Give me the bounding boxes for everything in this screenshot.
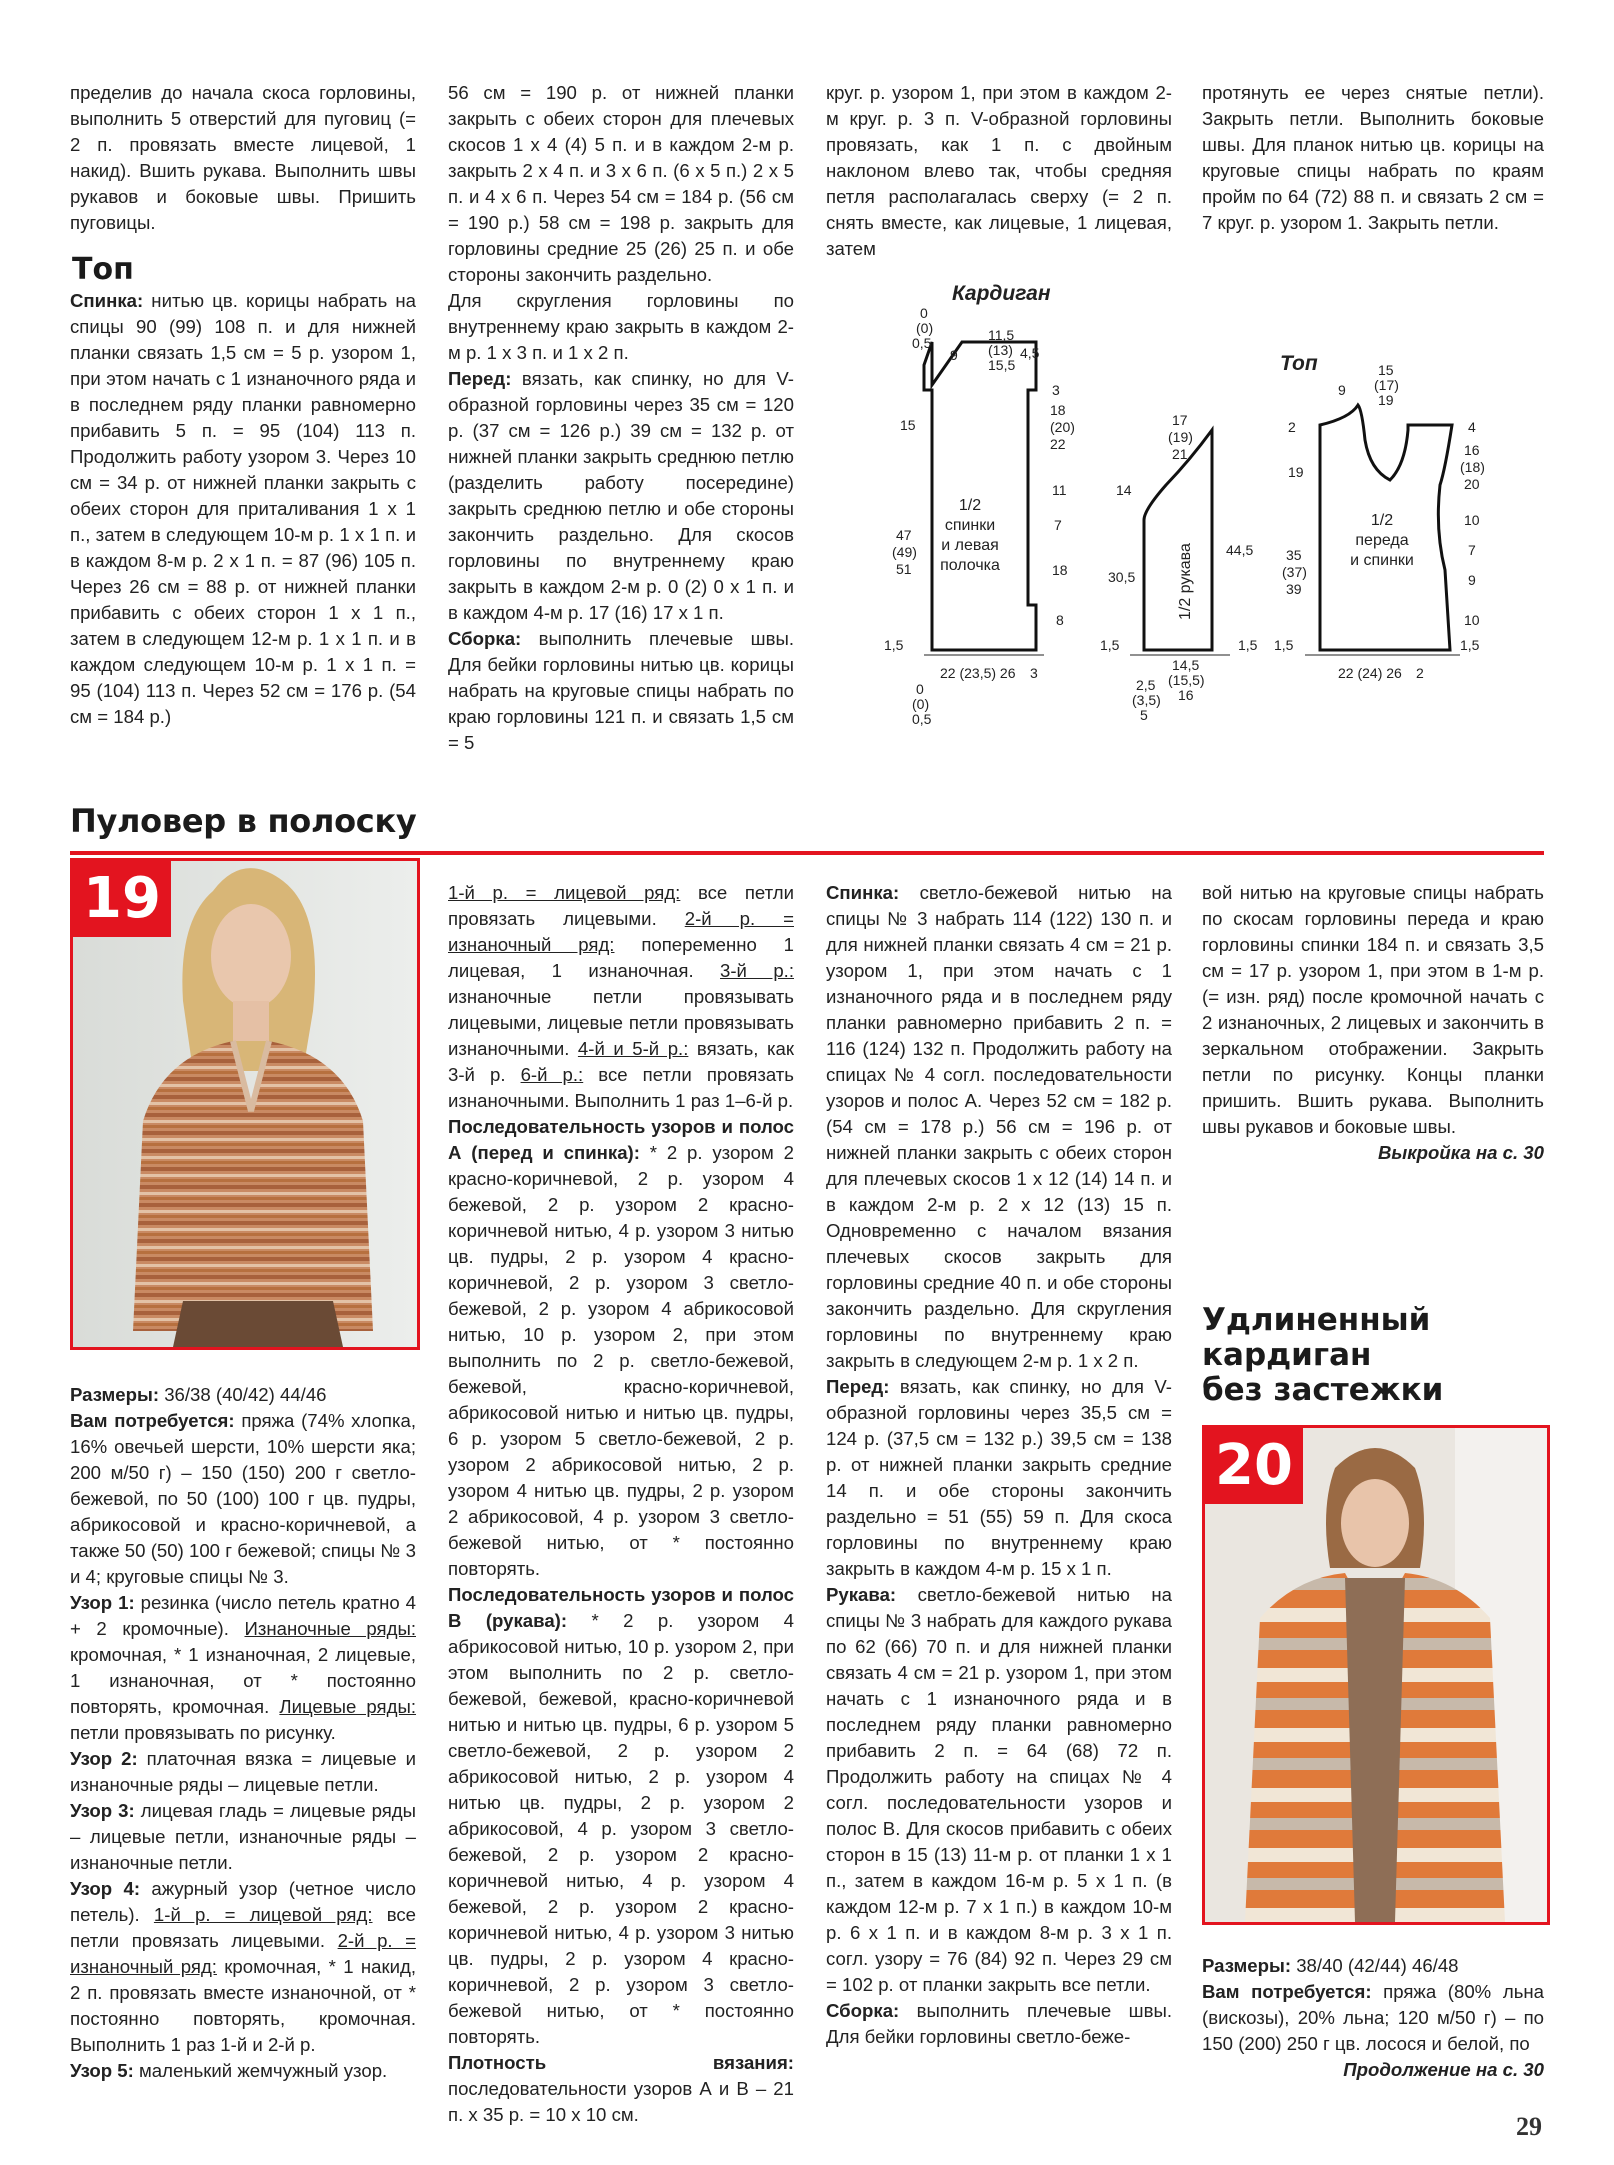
t-9: 9 <box>1338 382 1346 398</box>
c2-row3: 3-й р.: <box>720 960 794 981</box>
s-1-5: 1,5 <box>1100 637 1120 653</box>
top-part-3: и спинки <box>1350 552 1414 569</box>
top-part-2: переда <box>1355 532 1409 549</box>
c-right-2: (20) <box>1050 419 1075 435</box>
needs-label-19: Вам потребуется: <box>70 1410 235 1431</box>
s-25-2: (3,5) <box>1132 692 1161 708</box>
spinka-label: Спинка: <box>70 290 144 311</box>
top-column-3 <box>826 80 1172 262</box>
top-col3-text: круг. р. узором 1, при этом в каждом 2-м круг. р. 3 п. V-образной горловины провязать, как 1 п. с двойным наклоном влево так, чтобы средняя петля располагалась сверху (= 2 п. снять вместе, как лицевые, 1 лицевая, затем <box>826 82 1172 259</box>
c2-row6: 6-й р.: <box>520 1064 584 1085</box>
intro-text: пределив до начала скоса горловины, выполнить 5 отверстий для пуговиц (= 2 п. провязать вместе лицевой, 1 накид). Вшить рукава. Выполнить швы рукавов и боковые швы. Пришить пуговицы. <box>70 82 416 233</box>
t-2: 2 <box>1288 419 1296 435</box>
c-45: 4,5 <box>1020 345 1040 361</box>
cardigan-part-4: полочка <box>940 557 1000 574</box>
density-label: Плотность вязания: <box>448 2052 794 2073</box>
c-18: 18 <box>1052 562 1068 578</box>
s-1-5-right: 1,5 <box>1238 637 1258 653</box>
top-col2-text2: Для скругления горловины по внутреннему краю закрыть в каждом 2-м р. 1 х 3 п. и 1 х 2 п. <box>448 290 794 363</box>
u4-row2: 2-й р. = изнаночный ряд: <box>70 1930 417 1977</box>
c-top-left-1: 0 <box>920 305 928 321</box>
pered-label: Перед: <box>448 368 512 389</box>
sborka-text: выполнить плечевые швы. Для бейки горловины нитью цв. корицы набрать на круговые спицы набрать по краю горловины 121 п. и связать 1,5 см = 5 <box>448 628 794 753</box>
s-25-3: 5 <box>1140 707 1148 723</box>
sizes-20: 38/40 (42/44) 46/48 <box>1296 1955 1459 1976</box>
c-bottom0-2: (0) <box>912 696 930 712</box>
s-14: 14 <box>1116 482 1132 498</box>
photo-cardigan <box>1202 1425 1550 1925</box>
u3-text: лицевая гладь = лицевые ряды – лицевые петли, изнаночные ряды – изнаночные петли. <box>70 1800 416 1873</box>
spinka-text: нитью цв. корицы набрать на спицы 90 (99) 108 п. и для нижней планки связать 1,5 см = 5 р. узором 1, при этом начать с 1 изнаночного ряда и в последнем ряду планки равномерно прибавить 5 п. = 95 (104) 113 п. Продолжить работу узором 3. Через 10 см = 34 р. от нижней планки закрыть с обеих сторон для приталивания 1 х 1 п., затем в следующем 10-м р. 1 х 1 п. и в каждом 8-м р. 2 х 1 п. = 87 (96) 105 п. Через 26 см = 88 р. от нижней планки прибавить с обеих сторон 1 х 1 п., затем в следующем 12-м р. 1 х 1 п. и в каждом следующем 10-м р. 1 х 1 п. = 95 (104) 113 п. Через 52 см = 176 р. (54 см = 184 р.) <box>70 290 417 727</box>
s-17-2: (19) <box>1168 429 1193 445</box>
c3-sborka-label: Сборка: <box>826 2000 900 2021</box>
t-10b: 10 <box>1464 612 1480 628</box>
c-bottom: 22 (23,5) 26 <box>940 665 1016 681</box>
s19-column-4 <box>1202 880 1544 1166</box>
s-bottom-3: 16 <box>1178 687 1194 703</box>
t-35-1: 35 <box>1286 547 1302 563</box>
c-15: 15 <box>900 417 916 433</box>
t-16-3: 20 <box>1464 476 1480 492</box>
continue-reference: Продолжение на с. 30 <box>1343 2059 1544 2080</box>
c-3a: 3 <box>1052 382 1060 398</box>
t-4: 4 <box>1468 419 1476 435</box>
sizes-label-20: Размеры: <box>1202 1955 1292 1976</box>
seq-b-text: * 2 р. узором 4 абрикосовой нитью, 10 р. узором 2, при этом выполнить по 2 р. светло-бежевой, бежевой, красно-коричневой нитью и нитью цв. пудры, 6 р. узором 5 светло-бежевой, 2 р. узором 2 абрикосовой нитью, 2 р. узором 4 нитью цв. пудры, 2 р. узором 2 абрикосовой, 4 р. узором 3 светло-бежевой, 2 р. узором 2 красно-коричневой нитью, 4 р. узором 4 бежевой, 2 р. узором 2 красно-коричневой нитью, 4 р. узором 3 нитью цв. пудры, 2 р. узором 4 красно-коричневой, 2 р. узором 3 светло-бежевой нитью, от * постоянно повторять. <box>448 1610 795 2047</box>
cardigan-title: Кардиган <box>952 282 1051 305</box>
u3-label: Узор 3: <box>70 1800 135 1821</box>
c2-row45: 4-й и 5-й р.: <box>577 1038 689 1059</box>
c-right-3: 22 <box>1050 436 1066 452</box>
top-heading: Топ <box>72 252 134 287</box>
sborka-label: Сборка: <box>448 628 522 649</box>
t-16-2: (18) <box>1460 459 1485 475</box>
c-bottom0-3: 0,5 <box>912 711 932 727</box>
c4-text: вой нитью на круговые спицы набрать по скосам горловины переда и краю горловины спинки 184 п. и связать 3,5 см = 17 р. узором 1, при этом в 1-м р. (= изн. ряд) после кромочной начать с 2 изнаночных, 2 лицевых и закончить в зеркальном отображении. Закрыть петли по рисунку. Концы планки пришить. Вшить рукава. Выполнить швы рукавов и боковые швы. <box>1202 882 1544 1137</box>
c-47-3: 51 <box>896 561 912 577</box>
c3-spinka-text: светло-бежевой нитью на спицы № 3 набрать 114 (122) 130 п. и для нижней планки связать 4 см = 21 р. узором 1, при этом начать с 1 изнаночного ряда и в последнем ряду планки равномерно прибавить 2 п. = 116 (124) 132 п. Продолжить работу на спицах № 4 согл. последовательности узоров и полос А. Через 52 см = 182 р. (54 см = 178 р.) 56 см = 196 р. от нижней планки закрыть с обеих сторон для плечевых скосов 1 х 12 (14) 14 п. и в каждом 2-м р. 2 х 12 (13) 15 п. Одновременно с началом вязания плечевых скосов закрыть для горловины средние 40 п. и обе стороны закончить раздельно. Для скругления горловины по внутреннему краю закрыть в следующем 2-м р. 1 х 2 п. <box>826 882 1172 1371</box>
title-line-3: без застежки <box>1202 1372 1444 1408</box>
u1-text-c: петли провязывать по рисунку. <box>70 1722 336 1743</box>
top-column-1b <box>70 288 416 730</box>
cardigan-part-1: 1/2 <box>958 497 982 514</box>
t-19: 19 <box>1288 464 1304 480</box>
t-35-2: (37) <box>1282 564 1307 580</box>
s-25-1: 2,5 <box>1136 677 1156 693</box>
t-bottom: 22 (24) 26 <box>1338 665 1402 681</box>
top-part-1: 1/2 <box>1370 512 1394 529</box>
needs-label-20: Вам потребуется: <box>1202 1981 1372 2002</box>
pattern-number-20: 20 <box>1205 1428 1303 1504</box>
c3-sborka-text: выполнить плечевые швы. Для бейки горловины светло-беже- <box>826 2000 1172 2047</box>
seq-b-label: Последовательность узоров и полос В (рукава): <box>448 1584 794 1631</box>
u4-label: Узор 4: <box>70 1878 141 1899</box>
density-text: последовательности узоров А и В – 21 п. х 35 р. = 10 х 10 см. <box>448 2078 794 2125</box>
t-1-5-right: 1,5 <box>1460 637 1480 653</box>
c-bottom0-1: 0 <box>916 681 924 697</box>
c-9: 9 <box>950 347 958 363</box>
cardigan-part-2: спинки <box>944 517 996 534</box>
section-20-title <box>1202 1303 1443 1408</box>
c-neck-1: 11,5 <box>988 327 1015 343</box>
s-44: 44,5 <box>1226 542 1254 558</box>
u1-text: резинка (число петель кратно 4 + 2 кромочные). <box>70 1592 416 1639</box>
u4-text-b: все петли провязать лицевыми. <box>70 1904 417 1951</box>
s19-column-2 <box>448 880 794 2128</box>
page-number: 29 <box>1516 2112 1542 2141</box>
cardigan-outline <box>924 342 1036 650</box>
c2-text-b: попеременно 1 лицевая, 1 изнаночная. <box>448 934 795 981</box>
t-neck-1: 15 <box>1378 362 1394 378</box>
c-47-1: 47 <box>896 527 912 543</box>
t-7: 7 <box>1468 542 1476 558</box>
cardigan-part-3: и левая <box>941 537 999 554</box>
u1-text-b: кромочная, * 1 изнаночная, 2 лицевые, 1 изнаночная, от * постоянно повторять, кромочная. <box>70 1644 416 1717</box>
pattern-number-19: 19 <box>73 861 171 937</box>
t-9b: 9 <box>1468 572 1476 588</box>
photo-pullover <box>70 858 420 1350</box>
c2-text-a: все петли провязать лицевыми. <box>448 882 795 929</box>
c-1-5: 1,5 <box>884 637 904 653</box>
c2-text-d: вязать, как 3-й р. <box>448 1038 795 1085</box>
c-top-left-3: 0,5 <box>912 335 932 351</box>
s20-column <box>1202 1953 1544 2083</box>
s-bottom-1: 14,5 <box>1172 657 1200 673</box>
c2-text-c: изнаночные петли провязывать лицевыми, лицевые петли провязывать изнаночными. <box>448 986 794 1059</box>
t-1-5: 1,5 <box>1274 637 1294 653</box>
c3-rukava-text: светло-бежевой нитью на спицы № 3 набрать для каждого рукава по 62 (66) 70 п. и для нижней планки связать 4 см = 21 р. узором 1, при этом начать с 1 изнаночного ряда и в последнем ряду планки равномерно прибавить 2 п. = 64 (68) 72 п. Продолжить работу на спицах № 4 согл. последовательности узоров и полос В. Для скосов прибавить с обеих сторон в 15 (13) 11-м р. от планки 1 х 1 п., затем в каждом 16-м р. 5 х 1 п. (в каждом 12-м р. 7 х 1 п.) в каждом 10-м р. 6 х 1 п. и в каждом 8-м р. 3 х 1 п. согл. узору = 76 (84) 92 п. Через 29 см = 102 р. от планки закрыть все петли. <box>826 1584 1172 1995</box>
c-3b: 3 <box>1030 665 1038 681</box>
c3-pered-label: Перед: <box>826 1376 890 1397</box>
title-line-2: кардиган <box>1202 1337 1372 1373</box>
c2-text-e: все петли провязать изнаночными. Выполнить 1 раз 1–6-й р. <box>448 1064 794 1111</box>
c2-row2: 2-й р. = изнаночный ряд: <box>448 908 794 955</box>
u2-text: платочная вязка = лицевые и изнаночные ряды – лицевые петли. <box>70 1748 416 1795</box>
top-col4-text: протянуть ее через снятые петли). Закрыть петли. Выполнить боковые швы. Для планок нитью цв. корицы на круговые спицы набрать по краям пройм по 64 (72) 88 п. и связать 2 см = 7 круг. р. узором 1. Закрыть петли. <box>1202 82 1544 233</box>
top-title: Топ <box>1280 352 1318 375</box>
s-17-3: 21 <box>1172 446 1188 462</box>
needs-19: пряжа (74% хлопка, 16% овечьей шерсти, 10% шерсти яка; 200 м/50 г) – 150 (150) 200 г светло-бежевой, по 50 (100) 100 г цв. пудры, абрикосовой и красно-коричневой, а также 50 (50) 100 г бежевой; спицы № 3 и 4; круговые спицы № 3. <box>70 1410 416 1587</box>
section-divider <box>70 851 1544 855</box>
t-16-1: 16 <box>1464 442 1480 458</box>
s19-column-1 <box>70 1382 416 2084</box>
s-17-1: 17 <box>1172 412 1188 428</box>
sizes-19: 36/38 (40/42) 44/46 <box>164 1384 327 1405</box>
section-19-title: Пуловер в полоску <box>70 802 417 840</box>
title-line-1: Удлиненный <box>1202 1302 1431 1338</box>
c-7: 7 <box>1054 517 1062 533</box>
seq-a-text: * 2 р. узором 2 красно-коричневой, 2 р. узором 4 бежевой, 2 р. узором 2 красно-коричневой нитью, 4 р. узором 3 нитью цв. пудры, 2 р. узором 4 красно-коричневой, 2 р. узором 3 светло-бежевой, 2 р. узором 4 абрикосовой нитью, 10 р. узором 2, при этом выполнить по 2 р. светло-бежевой, бежевой, красно-коричневой, абрикосовой нитью и нитью цв. пудры, 6 р. узором 5 светло-бежевой, 2 р. узором 2 абрикосовой нитью, 2 р. узором 4 нитью цв. пудры, 2 р. узором 2 абрикосовой, 4 р. узором 3 светло-бежевой нитью, от * постоянно повторять. <box>448 1142 794 1579</box>
c-8: 8 <box>1056 612 1064 628</box>
top-column-4 <box>1202 80 1544 236</box>
u4-text: ажурный узор (четное число петель). <box>70 1878 416 1925</box>
t-2b: 2 <box>1416 665 1424 681</box>
s19-column-3 <box>826 880 1172 2050</box>
u2-label: Узор 2: <box>70 1748 138 1769</box>
pered-text: вязать, как спинку, но для V-образной горловины через 35 см = 120 р. (37 см = 126 р.) 39 см = 132 р. от нижней планки закрыть среднюю петлю (разделить работу посередине) закрыть среднюю петлю и обе стороны закончить раздельно. Для скосов горловины по внутреннему краю закрыть в каждом 2-м р. 0 (2) 0 х 1 п. и в каждом 4-м р. 17 (16) 17 х 1 п. <box>448 368 794 623</box>
u4-row1: 1-й р. = лицевой ряд: <box>153 1904 373 1925</box>
t-10: 10 <box>1464 512 1480 528</box>
c-top-left-2: (0) <box>916 320 934 336</box>
u1-purl-rows: Изнаночные ряды: <box>244 1618 416 1639</box>
c-11: 11 <box>1052 482 1067 498</box>
u5-label: Узор 5: <box>70 2060 134 2081</box>
u5-text: маленький жемчужный узор. <box>139 2060 388 2081</box>
needs-20: пряжа (80% льна (вискозы), 20% льна; 120 м/50 г) – по 150 (200) 250 г цв. лосося и белой, по <box>1202 1981 1544 2054</box>
c3-pered-text: вязать, как спинку, но для V-образной горловины через 35,5 см = 124 р. (37,5 см = 132 р.) 39,5 см = 138 р. от нижней планки закрыть средние 14 п. и обе стороны закончить раздельно = 51 (55) 59 п. Для скоса горловины по внутреннему краю закрыть в каждом 4-м р. 15 х 1 п. <box>826 1376 1172 1579</box>
u1-label: Узор 1: <box>70 1592 135 1613</box>
sizes-label-19: Размеры: <box>70 1384 160 1405</box>
sleeve-label: 1/2 рукава <box>1177 543 1194 620</box>
seq-a-label: Последовательность узоров и полос А (перед и спинка): <box>448 1116 794 1163</box>
t-neck-2: (17) <box>1374 377 1399 393</box>
c3-rukava-label: Рукава: <box>826 1584 897 1605</box>
c-neck-3: 15,5 <box>988 357 1016 373</box>
top-column-1 <box>70 80 416 236</box>
s-30: 30,5 <box>1108 569 1136 585</box>
t-35-3: 39 <box>1286 581 1302 597</box>
top-column-2 <box>448 80 794 756</box>
u4-text-c: кромочная, * 1 накид, 2 п. провязать вместе изнаночной, от * постоянно повторять, кромочная. Выполнить 1 раз 1-й и 2-й р. <box>70 1956 416 2055</box>
c-right-1: 18 <box>1050 402 1066 418</box>
s-bottom-2: (15,5) <box>1168 672 1205 688</box>
u1-knit-rows: Лицевые ряды: <box>279 1696 417 1717</box>
pattern-reference-link: Выкройка на с. 30 <box>1377 1142 1544 1163</box>
pattern-diagrams <box>860 270 1500 740</box>
c-47-2: (49) <box>892 544 917 560</box>
c-neck-2: (13) <box>988 342 1013 358</box>
c3-spinka-label: Спинка: <box>826 882 900 903</box>
top-col2-text: 56 см = 190 р. от нижней планки закрыть с обеих сторон для плечевых скосов 1 х 4 (4) 5 п. и в каждом 2-м р. закрыть 2 х 4 п. и 3 х 6 п. (6 х 5 п.) 2 х 5 п. и 4 х 6 п. Через 54 см = 184 р. (56 см = 190 р.) 58 см = 198 р. закрыть для горловины средние 25 (26) 25 п. и обе стороны закончить раздельно. <box>448 82 794 285</box>
c2-row1: 1-й р. = лицевой ряд: <box>448 882 681 903</box>
t-neck-3: 19 <box>1378 392 1394 408</box>
